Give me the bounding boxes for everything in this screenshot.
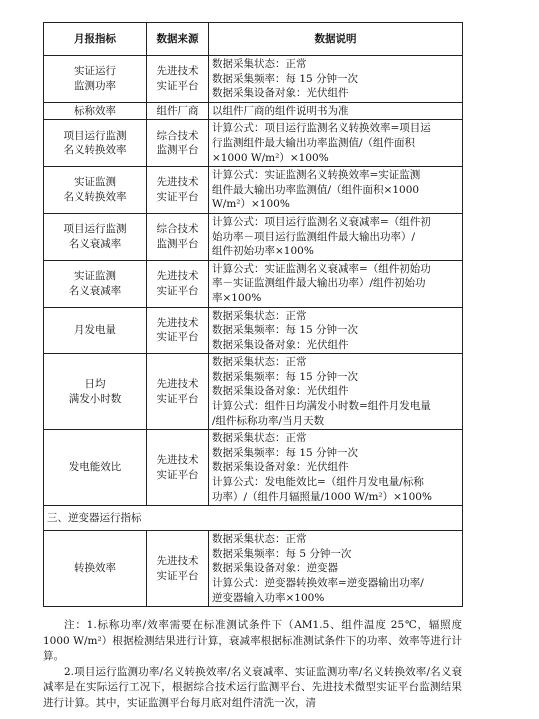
table-row (44, 56, 463, 103)
indicator-line: 转换效率 (74, 562, 116, 575)
description-line: 数据采集频率：每 5 分钟一次 (212, 547, 352, 560)
indicator-cell (44, 354, 147, 430)
indicator-line: 项目运行监测 (63, 223, 127, 236)
source-line: 实证平台 (156, 191, 199, 204)
source-line: 综合技术 (156, 129, 199, 142)
description-cell (209, 307, 463, 354)
description-line: 始功率－项目运行监测组件最大输出功率）/ (212, 230, 416, 243)
indicator-line: 项目运行监测 (63, 129, 127, 142)
note-2: 2.项目运行监测功率/名义转换效率/名义衰减率、实证监测功率/名义转换效率/名义衰减率是在实际运行工况下，根据综合技术运行监测平台、先进技术微型实证平台监测结果进行计算。其中，实证监测平台每月底对组件清洗一次，清 (43, 665, 462, 709)
indicator-cell (44, 120, 147, 167)
description-line: 率×100% (212, 291, 262, 304)
description-line: 数据采集频率：每 15 分钟一次 (212, 446, 359, 459)
source-line: 组件厂商 (156, 104, 199, 117)
description-cell (209, 120, 463, 167)
source-cell (147, 102, 209, 120)
indicator-cell (44, 531, 147, 607)
table-row (44, 102, 463, 120)
description-line: 数据采集状态：正常 (212, 432, 307, 445)
description-line: 数据采集设备对象：光伏组件 (212, 87, 349, 100)
header-indicator: 月报指标 (44, 23, 147, 56)
description-line: 数据采集设备对象：光伏组件 (212, 338, 349, 351)
description-line: 行监测组件最大输出功率监测值/（组件面积 (212, 136, 416, 149)
table-row (44, 167, 463, 214)
header-source: 数据来源 (147, 23, 209, 56)
description-line: 数据采集状态：正常 (212, 309, 307, 322)
source-cell (147, 430, 209, 506)
indicator-cell (44, 56, 147, 103)
source-line: 先进技术 (156, 555, 199, 568)
description-cell (209, 56, 463, 103)
indicator-line: 发电能效比 (68, 461, 122, 474)
description-line: 计算公式：项目运行监测名义衰减率=（组件初 (212, 215, 431, 228)
description-line: 数据采集设备对象：光伏组件 (212, 385, 349, 398)
source-cell (147, 120, 209, 167)
table-row (44, 120, 463, 167)
source-cell (147, 56, 209, 103)
indicator-table (43, 22, 463, 607)
note-1: 注：1.标称功率/效率需要在标准测试条件下（AM1.5、组件温度 25℃，辐照度 1000 W/m²）根据检测结果进行计算，衰减率根据标准测试条件下的功率、效率等进行计算。 (43, 619, 462, 662)
source-line: 实证平台 (156, 331, 199, 344)
source-line: 综合技术 (156, 223, 199, 236)
table-row (44, 307, 463, 354)
description-line: 数据采集设备对象：逆变器 (212, 562, 338, 575)
indicator-cell (44, 167, 147, 214)
indicator-line: 实证监测 (74, 176, 116, 189)
source-line: 监测平台 (156, 144, 199, 157)
description-line: 数据采集频率：每 15 分钟一次 (212, 72, 359, 85)
source-line: 实证平台 (156, 284, 199, 297)
notes-block (43, 618, 462, 711)
source-cell (147, 213, 209, 260)
description-line: 数据采集设备对象：光伏组件 (212, 461, 349, 474)
source-line: 监测平台 (156, 237, 199, 250)
description-cell (209, 102, 463, 120)
source-line: 先进技术 (156, 176, 199, 189)
description-cell (209, 213, 463, 260)
table-row (44, 354, 463, 430)
table-row (44, 430, 463, 506)
description-line: ×1000 W/m²）×100% (212, 151, 329, 164)
indicator-cell (44, 260, 147, 307)
indicator-line: 名义衰减率 (68, 284, 122, 297)
indicator-cell (44, 307, 147, 354)
description-line: 计算公式：项目运行监测名义转换效率=项目运 (212, 122, 431, 135)
source-line: 实证平台 (156, 468, 199, 481)
source-line: 先进技术 (156, 316, 199, 329)
indicator-line: 名义转换效率 (63, 191, 127, 204)
source-cell (147, 167, 209, 214)
indicator-line: 实证监测 (74, 270, 116, 283)
source-cell (147, 354, 209, 430)
table-section-inverter (44, 506, 463, 531)
source-cell (147, 307, 209, 354)
section-title: 三、逆变器运行指标 (44, 506, 463, 531)
description-cell (209, 354, 463, 430)
description-line: 功率）/（组件月辐照量/1000 W/m²）×100% (212, 490, 432, 503)
source-line: 先进技术 (156, 270, 199, 283)
source-cell (147, 531, 209, 607)
description-line: 计算公式：实证监测名义转换效率=实证监测 (212, 169, 421, 182)
indicator-line: 标称效率 (74, 104, 116, 117)
description-line: /组件标称功率/当月天数 (212, 414, 325, 427)
source-line: 先进技术 (156, 65, 199, 78)
indicator-line: 名义衰减率 (68, 237, 122, 250)
indicator-line: 月发电量 (74, 324, 116, 337)
source-line: 实证平台 (156, 79, 199, 92)
description-line: 计算公式：实证监测名义衰减率=（组件初始功 (212, 262, 431, 275)
source-cell (147, 260, 209, 307)
indicator-line: 名义转换效率 (63, 144, 127, 157)
indicator-line: 监测功率 (74, 79, 116, 92)
indicator-line: 日均 (84, 378, 106, 391)
description-line: 数据采集状态：正常 (212, 58, 307, 70)
description-line: 数据采集状态：正常 (212, 356, 307, 369)
description-line: 率－实证监测组件最大输出功率）/组件初始功 (212, 277, 426, 290)
description-line: 逆变器输入功率×100% (212, 591, 325, 604)
indicator-cell (44, 102, 147, 120)
description-line: 以组件厂商的组件说明书为准 (212, 104, 349, 117)
description-cell (209, 167, 463, 214)
indicator-cell (44, 213, 147, 260)
table-row (44, 260, 463, 307)
description-cell (209, 531, 463, 607)
description-line: 计算公式：组件日均满发小时数=组件月发电量 (212, 400, 431, 413)
description-line: W/m²）×100% (212, 198, 290, 211)
description-line: 数据采集状态：正常 (212, 533, 307, 546)
description-cell (209, 260, 463, 307)
description-line: 组件最大输出功率监测值/（组件面积×1000 (212, 183, 420, 196)
description-line: 计算公式：发电能效比=（组件月发电量/标称 (212, 476, 424, 489)
description-line: 组件初始功率×100% (212, 245, 314, 258)
table-row (44, 213, 463, 260)
table-body-module (44, 56, 463, 506)
table-body-inverter (44, 531, 463, 607)
source-line: 实证平台 (156, 569, 199, 582)
indicator-line: 实证运行 (74, 65, 116, 78)
source-line: 实证平台 (156, 392, 199, 405)
table-header-row (44, 23, 463, 56)
indicator-cell (44, 430, 147, 506)
description-line: 数据采集频率：每 15 分钟一次 (212, 324, 359, 337)
description-line: 数据采集频率：每 15 分钟一次 (212, 370, 359, 383)
section-row (44, 506, 463, 531)
header-description: 数据说明 (209, 23, 463, 56)
source-line: 先进技术 (156, 454, 199, 467)
description-cell (209, 430, 463, 506)
source-line: 先进技术 (156, 378, 199, 391)
description-line: 计算公式：逆变器转换效率=逆变器输出功率/ (212, 577, 424, 589)
table-row (44, 531, 463, 607)
indicator-line: 满发小时数 (68, 392, 122, 405)
